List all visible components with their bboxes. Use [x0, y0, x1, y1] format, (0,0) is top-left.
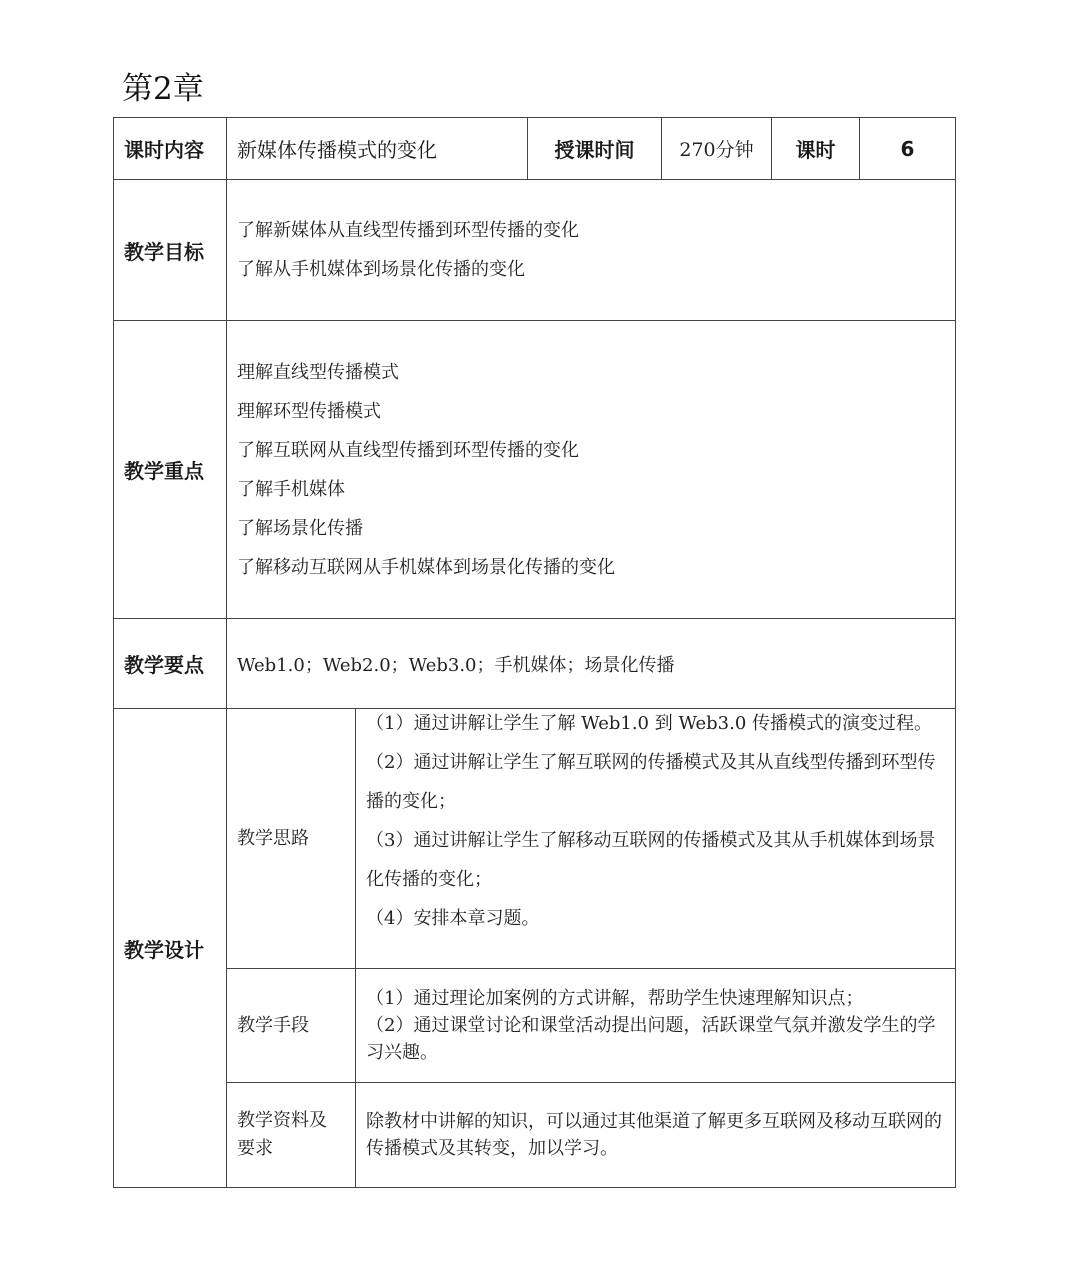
design-label-cell — [113, 708, 226, 1188]
materials-label-cell — [226, 1082, 355, 1188]
methods-label: 教学手段 — [237, 1014, 309, 1036]
goal-item: 了解新媒体从直线型传播到环型传播的变化 — [237, 220, 579, 241]
materials-label: 教学资料及要求 — [237, 1110, 327, 1159]
key-point-item: 了解移动互联网从手机媒体到场景化传播的变化 — [237, 556, 615, 578]
method-item: （1）通过理论加案例的方式讲解，帮助学生快速理解知识点； — [366, 988, 864, 1009]
materials-text: 除教材中讲解的知识，可以通过其他渠道了解更多互联网及移动互联网的传播模式及其转变，加以学习。 — [366, 1111, 942, 1159]
key-points-label-cell — [113, 320, 226, 618]
key-point-item: 理解直线型传播模式 — [237, 361, 399, 383]
goals-content-cell — [226, 179, 956, 320]
chapter-title: 第2章 — [122, 71, 204, 107]
goals-list — [227, 211, 579, 289]
key-point-item: 了解场景化传播 — [237, 517, 363, 539]
essentials-label-cell — [113, 618, 226, 708]
key-points-list — [227, 353, 615, 587]
time-label-cell — [527, 117, 661, 179]
essentials-content-cell — [226, 618, 956, 708]
goals-label: 教学目标 — [124, 239, 204, 264]
hours-value: 6 — [900, 136, 915, 161]
content-value: 新媒体传播模式的变化 — [237, 138, 437, 162]
essentials-label: 教学要点 — [124, 653, 204, 677]
methods-label-cell — [226, 968, 355, 1082]
approach-item: （3）通过讲解让学生了解移动互联网的传播模式及其从手机媒体到场景化传播的变化； — [366, 830, 936, 890]
key-point-item: 了解手机媒体 — [237, 478, 345, 500]
hours-label: 课时 — [795, 138, 836, 162]
key-points-label: 教学重点 — [124, 459, 204, 483]
key-points-content-cell — [226, 320, 956, 618]
materials-content-cell — [355, 1082, 956, 1188]
key-point-item: 理解环型传播模式 — [237, 400, 381, 422]
lesson-plan-table — [113, 117, 956, 1188]
methods-list — [356, 985, 955, 1066]
content-label: 课时内容 — [124, 138, 204, 162]
time-value: 270分钟 — [679, 139, 754, 161]
hours-value-cell — [859, 117, 956, 179]
approach-label-cell — [226, 708, 355, 968]
design-label: 教学设计 — [124, 937, 204, 962]
approach-item: （1）通过讲解让学生了解 Web1.0 到 Web3.0 传播模式的演变过程。 — [366, 713, 933, 734]
approach-content-cell — [355, 708, 956, 968]
goals-label-cell — [113, 179, 226, 320]
content-value-cell — [226, 117, 527, 179]
methods-content-cell — [355, 968, 956, 1082]
goal-item: 了解从手机媒体到场景化传播的变化 — [237, 259, 525, 280]
method-item: （2）通过课堂讨论和课堂活动提出问题，活跃课堂气氛并激发学生的学习兴趣。 — [366, 1015, 936, 1063]
content-label-cell — [113, 117, 226, 179]
approach-item: （2）通过讲解让学生了解互联网的传播模式及其从直线型传播到环型传播的变化； — [366, 752, 936, 812]
approach-label: 教学思路 — [237, 827, 309, 849]
approach-item: （4）安排本章习题。 — [366, 908, 540, 929]
essentials-value: Web1.0；Web2.0；Web3.0；手机媒体；场景化传播 — [237, 654, 675, 676]
approach-list — [356, 704, 955, 938]
hours-label-cell — [771, 117, 859, 179]
key-point-item: 了解互联网从直线型传播到环型传播的变化 — [237, 439, 579, 461]
time-label: 授课时间 — [554, 138, 635, 162]
time-value-cell — [661, 117, 771, 179]
